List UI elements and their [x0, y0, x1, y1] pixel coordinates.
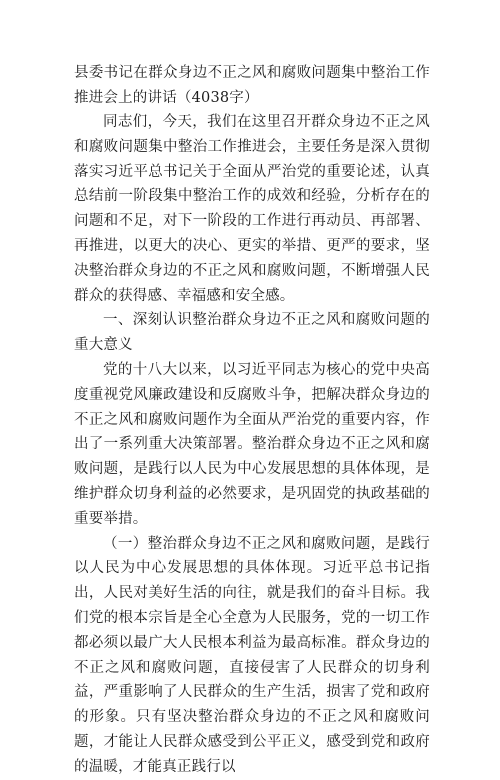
paragraph-opening: 同志们，今天，我们在这里召开群众身边不正之风和腐败问题集中整治工作推进会，主要任务是深入贯彻落实习近平总书记关于全面从严治党的重要论述，认真总结前一阶段集中整治工作的成效和经验，分析存在的问题和不足，对下一阶段的工作进行再动员、再部署、再推进，以更大的决心、更实的举措、更严的要求，坚决整治群众身边的不正之风和腐败问题，不断增强人民群众的获得感、幸福感和安全感。 — [74, 114, 430, 304]
paragraph-section-1-intro: 党的十八大以来，以习近平同志为核心的党中央高度重视党风廉政建设和反腐败斗争，把解决群众身边的不正之风和腐败问题作为全面从严治党的重要内容，作出了一系列重大决策部署。整治群众身边不正之风和腐败问题，是践行以人民为中心发展思想的具体体现，是维护群众切身利益的必然要求，是巩固党的执政基础的重要举措。 — [74, 361, 430, 527]
document-body — [74, 110, 430, 780]
paragraph-subsection-1: （一）整治群众身边不正之风和腐败问题，是践行以人民为中心发展思想的具体体现。习近平总书记指出，人民对美好生活的向往，就是我们的奋斗目标。我们党的根本宗旨是全心全意为人民服务，党的一切工作都必须以最广大人民根本利益为最高标准。群众身边的不正之风和腐败问题，直接侵害了人民群众的切身利益，严重影响了人民群众的生产生活，损害了党和政府的形象。只有坚决整治群众身边的不正之风和腐败问题，才能让人民群众感受到公平正义，感受到党和政府的温暖，才能真正践行以 — [74, 535, 430, 775]
section-heading-1: 一、深刻认识整治群众身边不正之风和腐败问题的重大意义 — [74, 312, 430, 354]
document-title: 县委书记在群众身边不正之风和腐败问题集中整治工作推进会上的讲话（4038字） — [74, 65, 430, 106]
